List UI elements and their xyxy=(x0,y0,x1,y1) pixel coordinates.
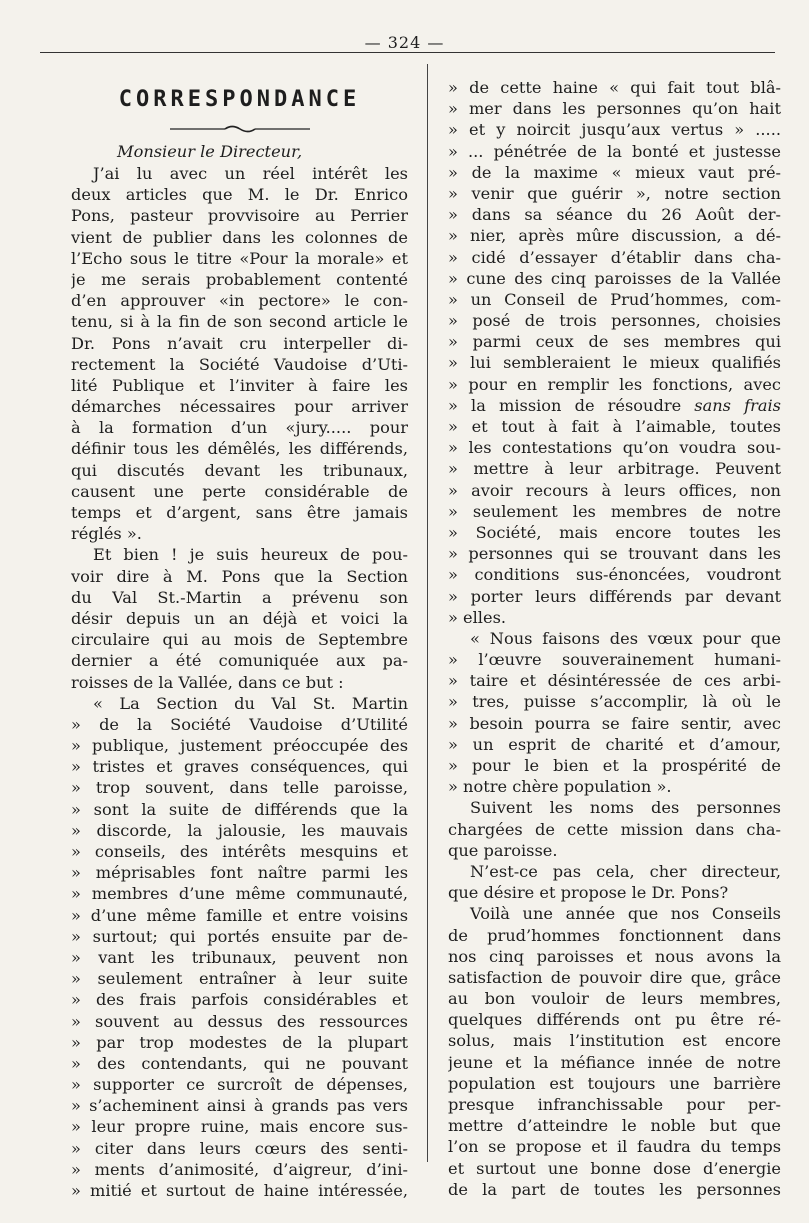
right-text-line: Suivent les noms des personnes xyxy=(470,798,781,818)
right-text-line: » posé de trois personnes, choisies xyxy=(448,311,781,331)
left-text-line: » conseils, des intérêts mesquins et xyxy=(71,842,408,861)
left-text-line: temps et d’argent, sans être jamais xyxy=(71,503,408,522)
left-text-line: » publique, justement préoccupée des xyxy=(71,736,408,756)
right-text-line: solus, mais l’institution est encore xyxy=(448,1031,781,1051)
left-text-line: à la formation d’un «jury..... pour xyxy=(71,418,408,438)
left-text-line: » supporter ce surcroît de dépenses, xyxy=(71,1075,408,1095)
left-text-line: tenu, si à la fin de son second article le xyxy=(71,312,408,332)
right-text-line: » nier, après mûre discussion, a dé- xyxy=(448,226,781,246)
left-text-line: » souvent au dessus des ressources xyxy=(71,1011,408,1031)
right-text-line: » la mission de résoudre sans frais xyxy=(448,395,781,415)
right-text-line: » parmi ceux de ses membres qui xyxy=(448,332,781,352)
right-text-line: » un esprit de charité et d’amour, xyxy=(448,734,781,754)
left-text-line: » ments d’animosité, d’aigreur, d’ini- xyxy=(71,1159,408,1179)
left-text-line: qui discutés devant les tribunaux, xyxy=(71,460,408,480)
left-text-line: du Val St.-Martin a prévenu son xyxy=(71,587,408,607)
left-column xyxy=(71,78,408,1201)
right-text-line: jeune et la méfiance innée de notre xyxy=(448,1052,781,1072)
right-text-line: » les contestations qu’on voudra sou- xyxy=(448,438,781,458)
right-text-line: » conditions sus-énoncées, voudront xyxy=(448,565,781,585)
left-text-line: » discorde, la jalousie, les mauvais xyxy=(71,820,408,840)
left-text-line: » leur propre ruine, mais encore sus- xyxy=(71,1117,408,1137)
left-text-line: désir depuis un an déjà et voici la xyxy=(71,608,408,628)
article-heading: CORRESPONDANCE xyxy=(118,87,361,112)
left-text-line: » mitié et surtout de haine intéressée, xyxy=(71,1181,408,1200)
right-text-line: « Nous faisons des vœux pour que xyxy=(470,628,781,648)
left-text-line: » membres d’une même communauté, xyxy=(71,884,408,904)
right-text-line: » avoir recours à leurs offices, non xyxy=(448,480,781,500)
left-text-line: » seulement entraîner à leur suite xyxy=(71,969,408,989)
italic-phrase: sans frais xyxy=(681,395,781,415)
left-text-line: causent une perte considérable de xyxy=(71,481,408,501)
right-text-line: » porter leurs différends par devant xyxy=(448,586,781,606)
right-text-line: » et tout à fait à l’aimable, toutes xyxy=(448,417,781,436)
left-text-line: « La Section du Val St. Martin xyxy=(93,693,408,713)
left-text-line: » par trop modestes de la plupart xyxy=(71,1032,408,1052)
salutation: Monsieur le Directeur, xyxy=(117,142,303,161)
right-text-line: » lui sembleraient le mieux qualifiés xyxy=(448,353,781,373)
left-text-line: » surtout; qui portés ensuite par de- xyxy=(71,926,408,946)
ornament-divider xyxy=(71,118,408,140)
right-text-line: » mer dans les personnes qu’on hait xyxy=(448,99,781,119)
right-text-line: » elles. xyxy=(448,607,507,627)
left-text-line: Dr. Pons n’avait cru interpeller di- xyxy=(71,333,408,353)
right-text-block xyxy=(448,77,781,1200)
left-text-line: » s’acheminent ainsi à grands pas vers xyxy=(71,1096,408,1116)
right-text-line: » de la maxime « mieux vaut pré- xyxy=(448,162,781,182)
right-column xyxy=(448,77,781,1200)
left-text-line: Et bien ! je suis heureux de pou- xyxy=(93,545,408,565)
right-text-line: » personnes qui se trouvant dans les xyxy=(448,544,781,564)
left-text-line: » des contendants, qui ne pouvant xyxy=(71,1053,408,1073)
right-text-line: » tres, puisse s’accomplir, là où le xyxy=(448,692,781,712)
left-text-line: » vant les tribunaux, peuvent non xyxy=(71,947,408,967)
left-text-line: » des frais parfois considérables et xyxy=(71,990,408,1010)
right-text-line: l’on se propose et il faudra du temps xyxy=(448,1137,781,1157)
right-text-line: » Société, mais encore toutes les xyxy=(448,522,781,542)
left-text-line: roisses de la Vallée, dans ce but : xyxy=(71,672,344,692)
left-text-line: vient de publier dans les colonnes de xyxy=(71,227,408,247)
left-text-line: rectement la Société Vaudoise d’Uti- xyxy=(71,354,408,374)
left-text-line: voir dire à M. Pons que la Section xyxy=(71,566,408,586)
right-text-line: » et y noircit jusqu’aux vertus » ..... xyxy=(448,120,781,140)
left-text-line: dernier a été comuniquée aux pa- xyxy=(71,651,408,671)
right-text-line: satisfaction de pouvoir dire que, grâce xyxy=(448,967,781,987)
right-text-line: presque infranchissable pour per- xyxy=(448,1095,781,1114)
right-text-line: Voilà une année que nos Conseils xyxy=(470,904,781,924)
left-text-line: lité Publique et l’inviter à faire les xyxy=(71,375,408,395)
left-text-line: » trop souvent, dans telle paroisse, xyxy=(71,778,408,798)
right-text-line: mettre d’atteindre le noble but que xyxy=(448,1116,781,1136)
left-text-line: » d’une même famille et entre voisins xyxy=(71,905,408,925)
page-number: — 324 — xyxy=(364,33,445,52)
column-divider xyxy=(427,64,428,1162)
right-text-line: N’est-ce pas cela, cher directeur, xyxy=(470,861,781,881)
right-text-line: au bon vouloir de leurs membres, xyxy=(448,989,781,1009)
left-text-line: définir tous les démêlés, les différends, xyxy=(71,439,408,459)
right-text-line: » mettre à leur arbitrage. Peuvent xyxy=(448,459,781,479)
left-text-line: circulaire qui au mois de Septembre xyxy=(71,630,408,650)
left-text-line: » sont la suite de différends que la xyxy=(71,799,408,819)
right-text-line: » l’œuvre souverainement humani- xyxy=(448,650,781,670)
left-text-line: deux articles que M. le Dr. Enrico xyxy=(71,185,408,205)
right-text-line: » pour en remplir les fonctions, avec xyxy=(448,374,781,394)
right-text-line: » cune des cinq paroisses de la Vallée xyxy=(448,268,781,288)
right-text-line: nos cinq paroisses et nous avons la xyxy=(448,946,781,966)
left-text-line: l’Echo sous le titre «Pour la morale» et xyxy=(71,248,408,268)
left-text-line: J’ai lu avec un réel intérêt les xyxy=(93,164,408,183)
right-text-line: » besoin pourra se faire sentir, avec xyxy=(448,713,781,733)
left-text-line: réglés ». xyxy=(71,524,142,544)
right-text-line: » dans sa séance du 26 Août der- xyxy=(448,205,781,225)
left-text-line: » citer dans leurs cœurs des senti- xyxy=(71,1138,408,1158)
right-text-line: » venir que guérir », notre section xyxy=(448,183,781,203)
right-text-line: de la part de toutes les personnes xyxy=(448,1179,781,1199)
left-text-line: » méprisables font naître parmi les xyxy=(71,863,408,883)
right-text-line: et surtout une bonne dose d’energie xyxy=(448,1158,781,1178)
right-text-line: que désire et propose le Dr. Pons? xyxy=(448,883,729,903)
right-text-line: » un Conseil de Prud’hommes, com- xyxy=(448,289,781,309)
left-text-line: d’en approuver «in pectore» le con- xyxy=(71,291,408,311)
right-text-line: » pour le bien et la prospérité de xyxy=(448,756,781,775)
right-text-line: de prud’hommes fonctionnent dans xyxy=(448,925,781,945)
left-text-line: » de la Société Vaudoise d’Utilité xyxy=(71,714,408,734)
right-text-line: » de cette haine « qui fait tout blâ- xyxy=(448,78,781,97)
left-text-line: Pons, pasteur provvisoire au Perrier xyxy=(71,206,408,226)
left-text-block xyxy=(71,163,408,1201)
right-text-line: que paroisse. xyxy=(448,840,558,860)
left-text-line: » tristes et graves conséquences, qui xyxy=(71,757,408,777)
right-text-line: » ... pénétrée de la bonté et justesse xyxy=(448,141,781,161)
left-text-line: démarches nécessaires pour arriver xyxy=(71,397,408,417)
right-text-line: chargées de cette mission dans cha- xyxy=(448,819,781,839)
right-text-line: » notre chère population ». xyxy=(448,777,672,797)
right-text-line: quelques différends ont pu être ré- xyxy=(448,1010,781,1030)
left-text-line: je me serais probablement contenté xyxy=(71,269,408,289)
right-text-line: » seulement les membres de notre xyxy=(448,501,781,521)
right-text-line: » taire et désintéressée de ces arbi- xyxy=(448,671,781,691)
right-text-line: population est toujours une barrière xyxy=(448,1073,781,1093)
header-rule xyxy=(40,52,775,53)
right-text-line: » cidé d’essayer d’établir dans cha- xyxy=(448,247,781,267)
